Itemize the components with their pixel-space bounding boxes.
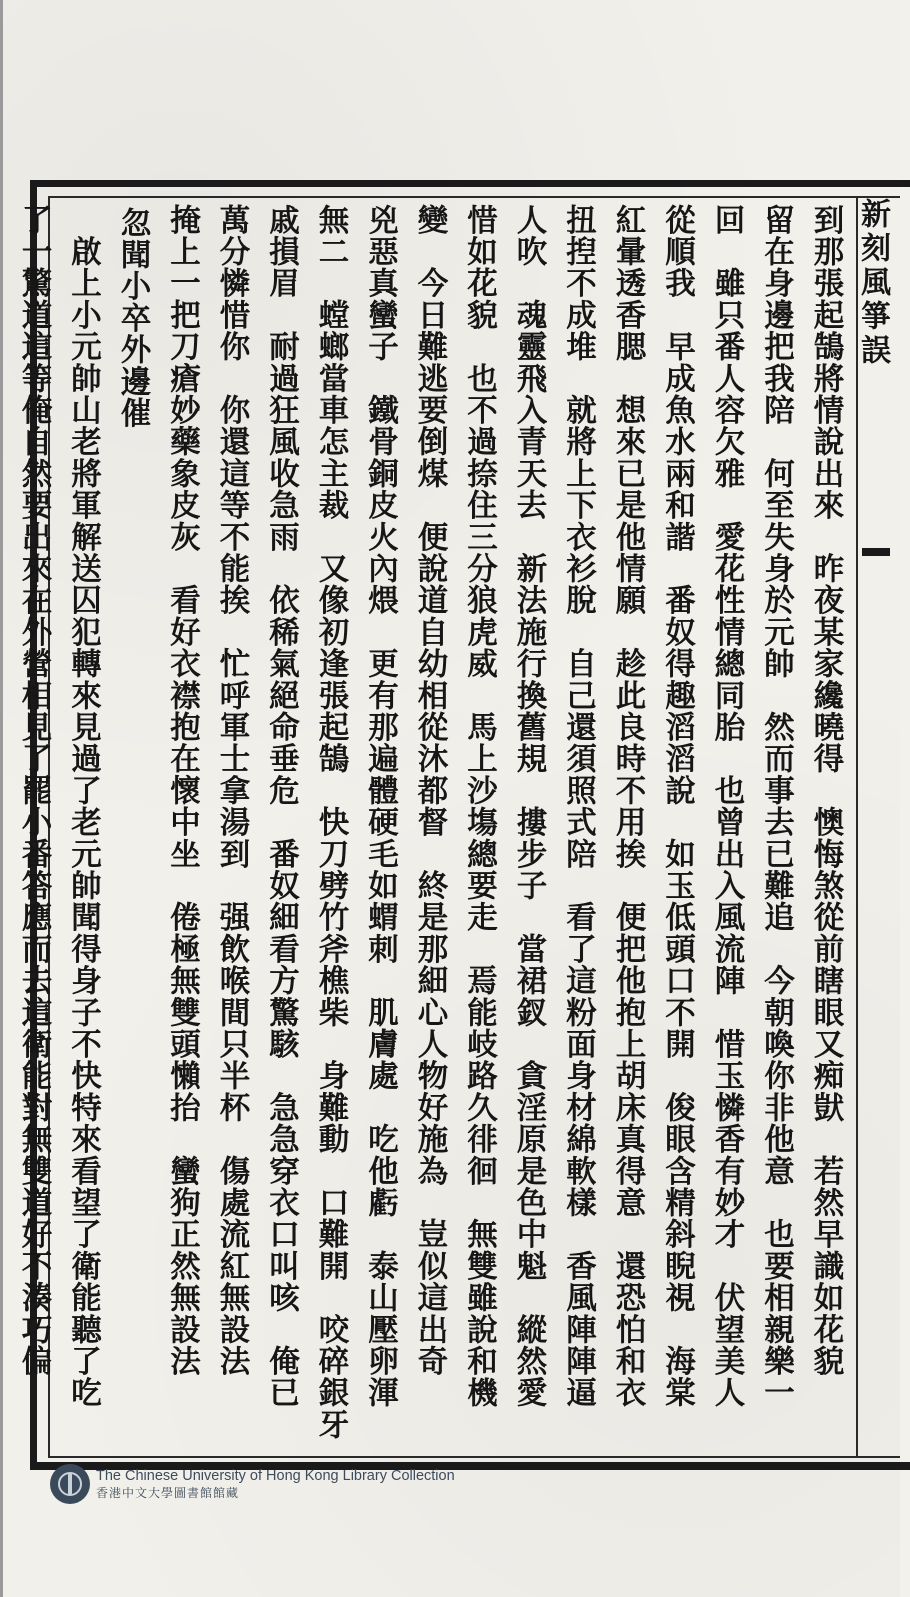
- text-column-7: 人吹 魂靈飛入青天去 新法施行換舊規 摟步子 當裙釵 貪淫原是色中魁 縱然愛: [511, 204, 547, 1409]
- text-column-1: 到那張起鵠將情說出來 昨夜某家纔曉得 懊悔煞從前瞎眼又痴獃 若然早識如花貌: [808, 204, 844, 1377]
- collection-watermark: [50, 1462, 455, 1506]
- text-body: [16, 204, 850, 1444]
- text-column-8: 惜如花貌 也不過捺住三分狼虎威 馬上沙塲總要走 焉能岐路久徘徊 無雙雖說和機: [461, 204, 498, 1409]
- text-column-14: 掩上一把刀瘡妙藥象皮灰 看好衣襟抱在懷中坐 倦極無雙頭懶抬 蠻狗正然無設法: [164, 204, 201, 1377]
- gutter-title: 新刻風箏誤: [855, 198, 890, 368]
- collection-credit-zh: 香港中文大學圖書館館藏: [96, 1485, 240, 1500]
- text-column-10: 兇惡真蠻子 鐵骨銅皮火內煨 更有那遍體硬毛如蝟刺 肌膚處 吃他虧 泰山壓卵渾: [362, 204, 399, 1409]
- collection-credit-en: The Chinese University of Hong Kong Library Collection: [96, 1468, 455, 1485]
- collection-credit: [96, 1467, 455, 1500]
- text-column-12: 戚損眉 耐過狂風收急雨 依稀氣絕命垂危 番奴細看方驚駭 急急穿衣口叫咳 俺已: [263, 204, 300, 1409]
- fishtail-mark: [862, 548, 890, 556]
- university-seal-icon: [50, 1464, 90, 1504]
- text-column-13: 萬分憐惜你 你還這等不能挨 忙呼軍士拿湯到 强飲喉間只半杯 傷處流紅無設法: [214, 204, 250, 1377]
- text-column-17: 了一驚道這等俺自然要出來在外營相見了罷小番答應而去這衛能對無雙道好不湊巧偏: [16, 204, 52, 1377]
- text-column-9: 變 今日難逃要倒煤 便說道自幼相從沐都督 終是那細心人物好施為 豈似這出奇: [412, 204, 448, 1377]
- text-column-5: 紅暈透香腮 想來已是他情願 趁此良時不用挨 便把他抱上胡床真得意 還恐怕和衣: [610, 204, 646, 1409]
- text-column-11: 無二 螳螂當車怎主裁 又像初逢張起鵠 快刀劈竹斧樵柴 身難動 口難開 咬碎銀牙: [313, 204, 349, 1441]
- page-edge: [0, 0, 3, 1597]
- text-column-16: 啟上小元帥山老將軍解送囚犯轉來見過了老元帥聞得身子不快特來看望了衛能聽了吃: [65, 204, 102, 1409]
- text-column-15: 忽聞小卒外邊催: [115, 207, 151, 429]
- text-column-2: 留在身邊把我陪 何至失身於元帥 然而事去已難追 今朝喚你非他意 也要相親樂一: [758, 204, 795, 1409]
- text-column-3: 回 雖只番人容欠雅 愛花性情總同胎 也曾出入風流陣 惜玉憐香有妙才 伏望美人: [709, 204, 745, 1409]
- text-column-4: 從順我 早成魚水兩和諧 番奴得趣滔滔說 如玉低頭口不開 俊眼含精斜睨視 海棠: [659, 204, 696, 1409]
- text-column-6: 扭揑不成堆 就將上下衣衫脫 自己還須照式陪 看了這粉面身材綿軟樣 香風陣陣逼: [560, 204, 597, 1409]
